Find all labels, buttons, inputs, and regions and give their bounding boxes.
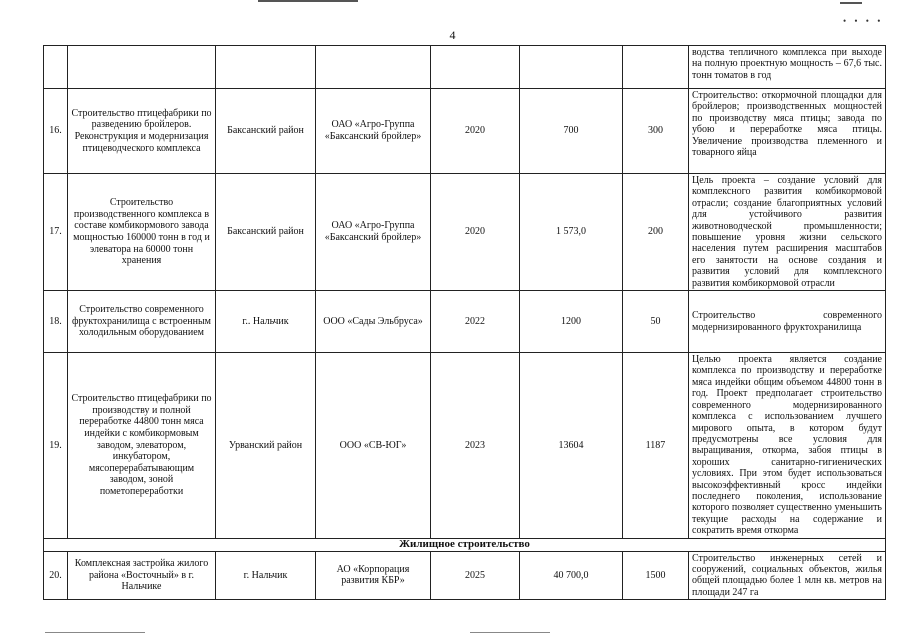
row-number: 18. xyxy=(44,291,68,353)
year xyxy=(431,46,520,89)
page-number: 4 xyxy=(449,28,456,42)
row-number: 20. xyxy=(44,551,68,600)
jobs xyxy=(623,46,689,89)
project-name: Комплексная застройка жилого района «Восточный» в г. Нальчике xyxy=(68,551,216,600)
row-number: 19. xyxy=(44,353,68,539)
project-description: Цель проекта – создание условий для комплексного развития комбикормовой отрасли; создание благоприятных условий для устойчивого развития животноводческой промышленности; повышение уровня жизни сельского населения путем расширения масштабов его занятости на основе создания и развития условий для комплексного развития комбикормовой отрасли xyxy=(689,174,886,291)
project-name: Строительство современного фруктохранилища с встроенным холодильным оборудованием xyxy=(68,291,216,353)
top-scan-mark xyxy=(258,0,358,2)
jobs: 1500 xyxy=(623,551,689,600)
projects-table xyxy=(43,45,886,600)
cost: 1200 xyxy=(520,291,623,353)
row-number: 16. xyxy=(44,89,68,174)
table-row xyxy=(44,551,886,600)
district: г.. Нальчик xyxy=(216,291,316,353)
project-description: Строительство: откормочной площадки для бройлеров; производственных мощностей по производству мяса птицы; завода по убою и переработке мяса птицы. Увеличение производства племенного и товарного яйца xyxy=(689,89,886,174)
project-name xyxy=(68,46,216,89)
table-row xyxy=(44,46,886,89)
cost: 1 573,0 xyxy=(520,174,623,291)
section-title: Жилищное строительство xyxy=(44,538,886,551)
jobs: 200 xyxy=(623,174,689,291)
district: Урванский район xyxy=(216,353,316,539)
corner-scan-dots: • • • • xyxy=(843,16,884,26)
project-description: Строительство современного модернизированного фруктохранилища xyxy=(689,291,886,353)
project-name: Строительство птицефабрики по разведению бройлеров. Реконструкция и модернизация птицеводческого комплекса xyxy=(68,89,216,174)
bottom-scan-line-left xyxy=(45,632,145,633)
district: г. Нальчик xyxy=(216,551,316,600)
project-name: Строительство производственного комплекса в составе комбикормового завода мощностью 160000 тонн в год и элеватора на 60000 тонн хранения xyxy=(68,174,216,291)
year: 2022 xyxy=(431,291,520,353)
district: Баксанский район xyxy=(216,89,316,174)
company: ООО «Сады Эльбруса» xyxy=(316,291,431,353)
jobs: 300 xyxy=(623,89,689,174)
table-row xyxy=(44,174,886,291)
bottom-scan-line-right xyxy=(470,632,550,633)
row-number xyxy=(44,46,68,89)
cost: 40 700,0 xyxy=(520,551,623,600)
district: Баксанский район xyxy=(216,174,316,291)
row-number: 17. xyxy=(44,174,68,291)
cost: 13604 xyxy=(520,353,623,539)
project-name: Строительство птицефабрики по производству и полной переработке 44800 тонн мяса индейки с комбикормовым заводом, элеватором, инкубатором, мясоперерабатывающим заводом, зоной пометопереработки xyxy=(68,353,216,539)
section-header-row xyxy=(44,538,886,551)
year: 2023 xyxy=(431,353,520,539)
company: АО «Корпорация развития КБР» xyxy=(316,551,431,600)
top-scan-mark-right xyxy=(840,2,862,4)
company: ООО «СВ-ЮГ» xyxy=(316,353,431,539)
project-description: Целью проекта является создание комплекса по производству и переработке мяса индейки общим объемом 44800 тонн в год. Проект предполагает строительство современного модернизированного комплекса с использованием лучшего мирового опыта, в котором будут предусмотрены все условия для выращивания, откорма, забоя птицы в хороших санитарно-гигиенических условиях. При этом будет использоваться высокоэффективный кросс индейки последнего поколения, использование которого позволяет существенно уменьшить текущие расходы на содержание и сократить время откорма xyxy=(689,353,886,539)
project-description: Строительство инженерных сетей и сооружений, социальных объектов, жилья общей площадью более 1 млн кв. метров на площади 247 га xyxy=(689,551,886,600)
jobs: 50 xyxy=(623,291,689,353)
district xyxy=(216,46,316,89)
project-description: водства тепличного комплекса при выходе на полную проектную мощность – 67,6 тыс. тонн томатов в год xyxy=(689,46,886,89)
year: 2020 xyxy=(431,89,520,174)
cost xyxy=(520,46,623,89)
company xyxy=(316,46,431,89)
jobs: 1187 xyxy=(623,353,689,539)
company: ОАО «Агро-Группа «Баксанский бройлер» xyxy=(316,174,431,291)
table-row xyxy=(44,89,886,174)
year: 2025 xyxy=(431,551,520,600)
table-row xyxy=(44,291,886,353)
table-row xyxy=(44,353,886,539)
year: 2020 xyxy=(431,174,520,291)
cost: 700 xyxy=(520,89,623,174)
company: ОАО «Агро-Группа «Баксанский бройлер» xyxy=(316,89,431,174)
